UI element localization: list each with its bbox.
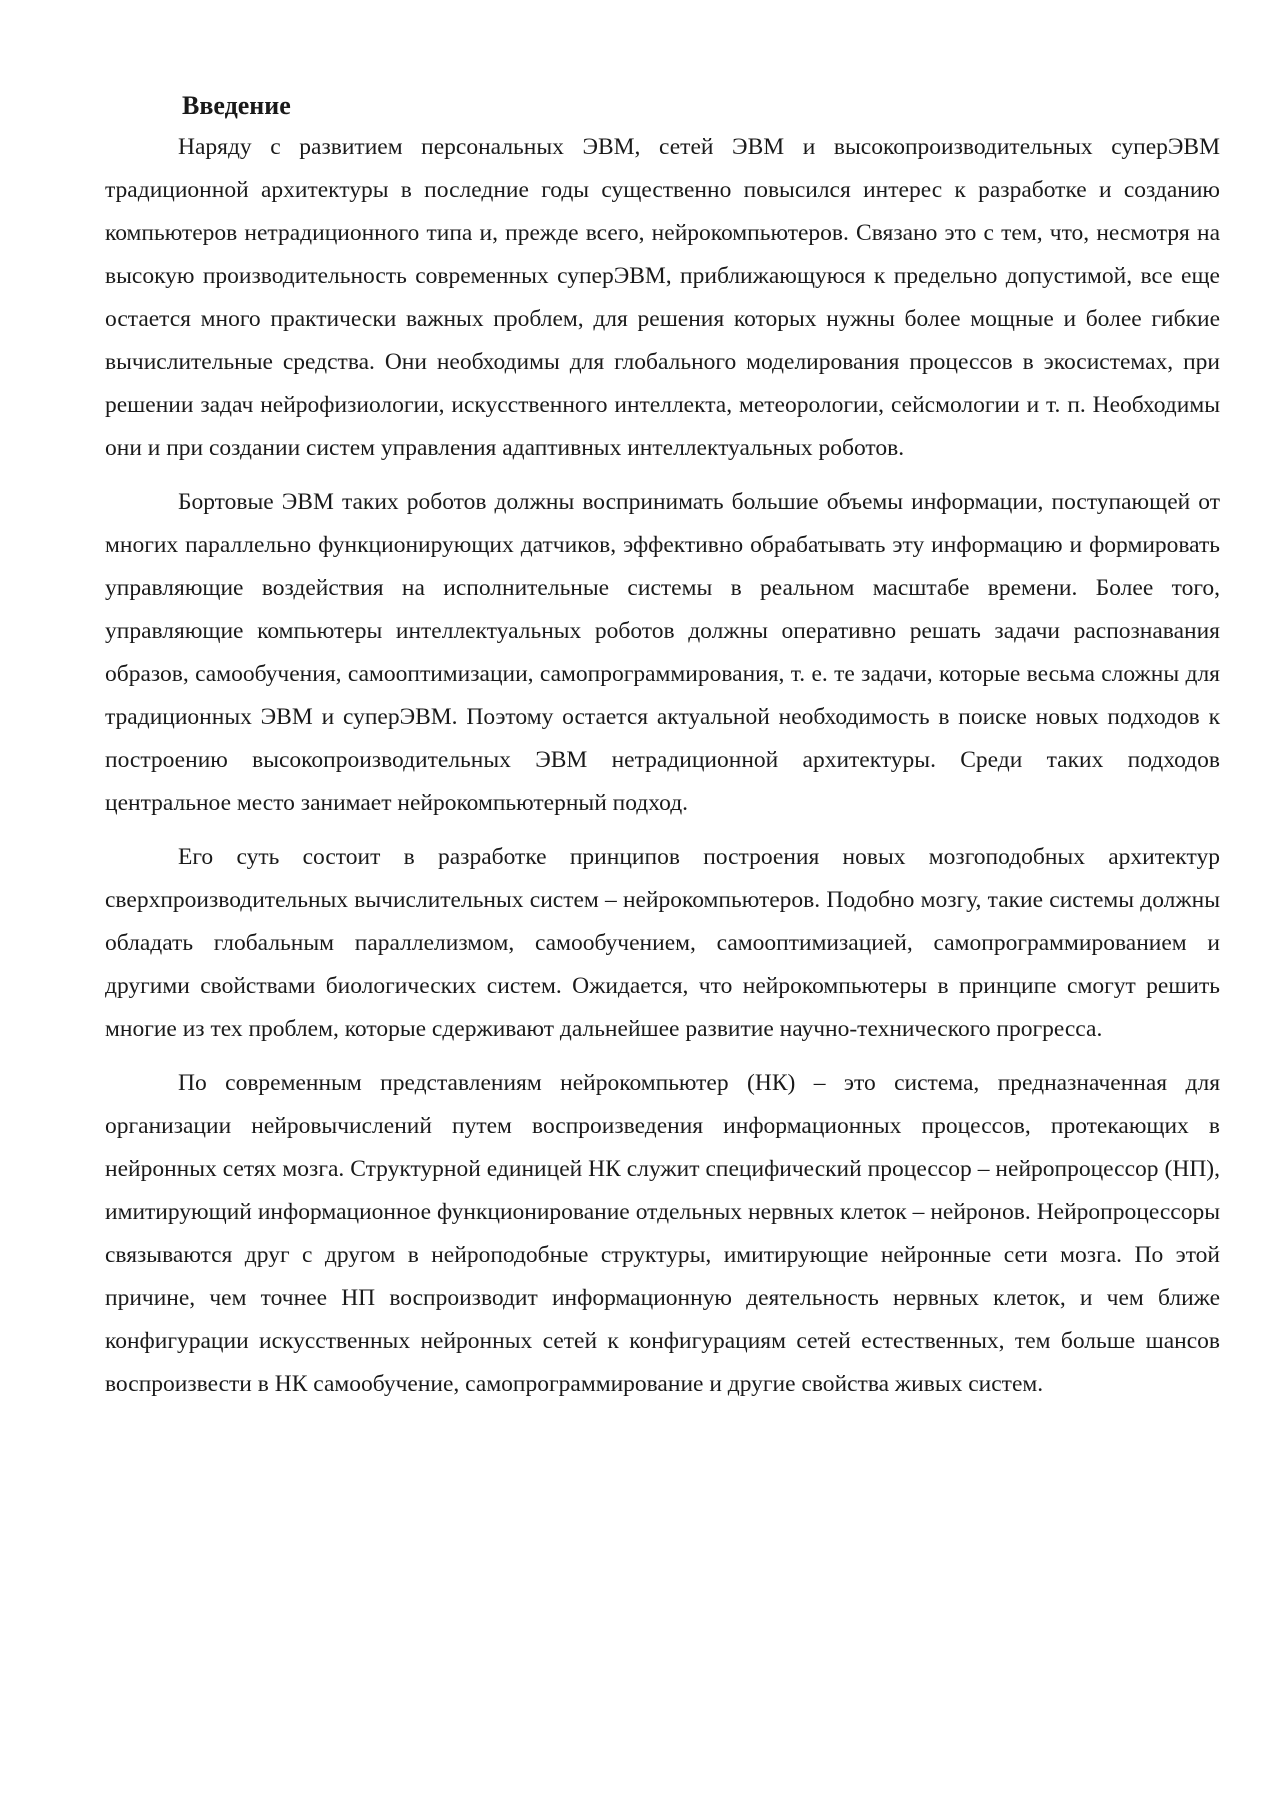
paragraph-2: Бортовые ЭВМ таких роботов должны воспринимать большие объемы информации, поступающей от многих параллельно функционирующих датчиков, эффективно обрабатывать эту информацию и формировать управляющие воздействия на исполнительные системы в реальном масштабе времени. Более того, управляющие компьютеры интеллектуальных роботов должны оперативно решать задачи распознавания образов, самообучения, самооптимизации, самопрограммирования, т. е. те задачи, которые весьма сложны для традиционных ЭВМ и суперЭВМ. Поэтому остается актуальной необходимость в поиске новых подходов к построению высокопроизводительных ЭВМ нетрадиционной архитектуры. Среди таких подходов центральное место занимает нейрокомпьютерный подход. xyxy=(105,489,1220,816)
paragraph-1: Наряду с развитием персональных ЭВМ, сетей ЭВМ и высокопроизводительных суперЭВМ традиционной архитектуры в последние годы существенно повысился интерес к разработке и созданию компьютеров нетрадиционного типа и, прежде всего, нейрокомпьютеров. Связано это с тем, что, несмотря на высокую производительность современных суперЭВМ, приближающуюся к предельно допустимой, все еще остается много практически важных проблем, для решения которых нужны более мощные и более гибкие вычислительные средства. Они необходимы для глобального моделирования процессов в экосистемах, при решении задач нейрофизиологии, искусственного интеллекта, метеорологии, сейсмологии и т. п. Необходимы они и при создании систем управления адаптивных интеллектуальных роботов. xyxy=(105,134,1220,461)
paragraph-4: По современным представлениям нейрокомпьютер (НК) – это система, предназначенная для организации нейровычислений путем воспроизведения информационных процессов, протекающих в нейронных сетях мозга. Структурной единицей НК служит специфический процессор – нейропроцессор (НП), имитирующий информационное функционирование отдельных нервных клеток – нейронов. Нейропроцессоры связываются друг с другом в нейроподобные структуры, имитирующие нейронные сети мозга. По этой причине, чем точнее НП воспроизводит информационную деятельность нервных клеток, и чем ближе конфигурации искусственных нейронных сетей к конфигурациям сетей естественных, тем больше шансов воспроизвести в НК самообучение, самопрограммирование и другие свойства живых систем. xyxy=(105,1070,1220,1397)
section-heading: Введение xyxy=(182,91,291,120)
document-body xyxy=(105,86,1220,1406)
paragraph-3: Его суть состоит в разработке принципов построения новых мозгоподобных архитектур сверхпроизводительных вычислительных систем – нейрокомпьютеров. Подобно мозгу, такие системы должны обладать глобальным параллелизмом, самообучением, самооптимизацией, самопрограммированием и другими свойствами биологических систем. Ожидается, что нейрокомпьютеры в принципе смогут решить многие из тех проблем, которые сдерживают дальнейшее развитие научно-технического прогресса. xyxy=(105,844,1220,1042)
